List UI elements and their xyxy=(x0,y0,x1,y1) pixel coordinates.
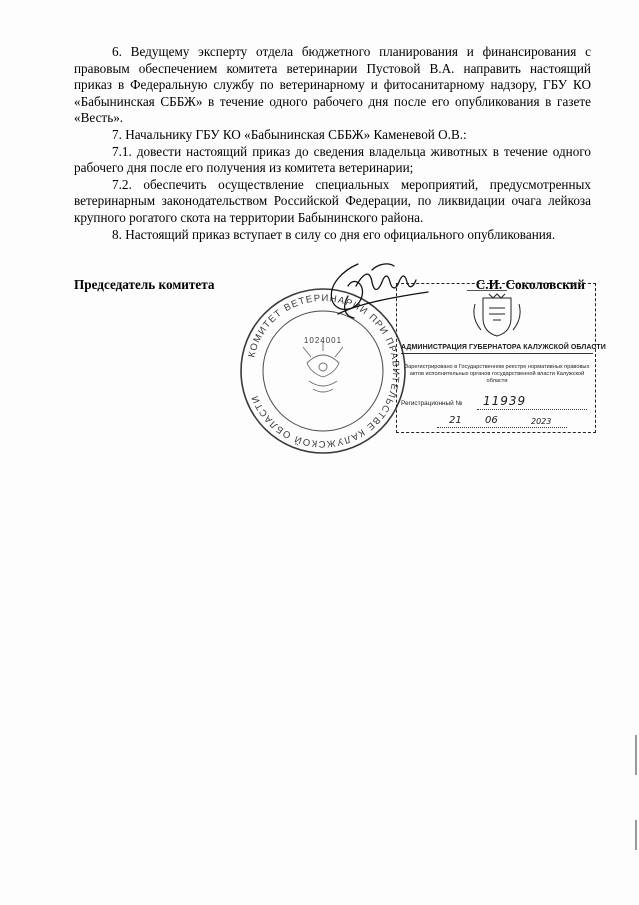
scan-edge-mark xyxy=(635,820,637,850)
scan-edge-mark xyxy=(635,735,637,775)
paragraph-7-2: 7.2. обеспечить осуществление специальных мероприятий, предусмотренных ветеринарным законодательством Российской Федерации, по ликвидации очага лейкоза крупного рогатого скота на территории Бабынинского района. xyxy=(74,176,591,225)
coat-of-arms-icon xyxy=(467,290,527,340)
stamp-date-row xyxy=(437,415,577,429)
seal-ring-text: КОМИТЕТ ВЕТЕРИНАРИИ ПРИ ПРАВИТЕЛЬСТВЕ КАЛУЖСКОЙ ОБЛАСТИ xyxy=(246,292,402,450)
document-body xyxy=(74,44,591,243)
registration-number-value: 11939 xyxy=(483,394,527,408)
registration-number-underline xyxy=(477,409,587,410)
paragraph-7: 7. Начальнику ГБУ КО «Бабынинская СББЖ» Каменевой О.В.: xyxy=(112,126,467,142)
signatory-name: С.И. Соколовский xyxy=(475,277,585,292)
registration-stamp xyxy=(396,283,606,433)
stamp-registration-note: Зарегистрировано в Государственном реестре нормативных правовых актов исполнительных органов государственной власти Калужской области xyxy=(404,364,590,384)
date-month: 06 xyxy=(485,415,498,426)
signatory-position: Председатель комитета xyxy=(74,277,215,292)
date-day: 21 xyxy=(449,415,462,426)
stamp-title: АДМИНИСТРАЦИЯ ГУБЕРНАТОРА КАЛУЖСКОЙ ОБЛАСТИ xyxy=(401,344,593,354)
paragraph-6: 6. Ведущему эксперту отдела бюджетного планирования и финансирования с правовым обеспечением комитета ветеринарии Пустовой В.А. направить настоящий приказ в Федеральную службу по ветеринарному и фитосанитарному надзору, ГБУ КО «Бабынинская СББЖ» в течение одного рабочего дня после его опубликования в газете «Весть». xyxy=(74,44,591,126)
paragraph-8: 8. Настоящий приказ вступает в силу со дня его официального опубликования. xyxy=(112,226,556,242)
date-underline xyxy=(437,427,567,428)
paragraph-7-1: 7.1. довести настоящий приказ до сведения владельца животных в течение одного рабочего дня после его получения из комитета ветеринарии; xyxy=(74,143,591,176)
date-year: 2023 xyxy=(531,417,552,426)
seal-center-text: 1024001 xyxy=(303,336,343,345)
stamp-registration-number-row xyxy=(401,394,593,411)
registration-number-label: Регистрационный № xyxy=(401,400,463,407)
